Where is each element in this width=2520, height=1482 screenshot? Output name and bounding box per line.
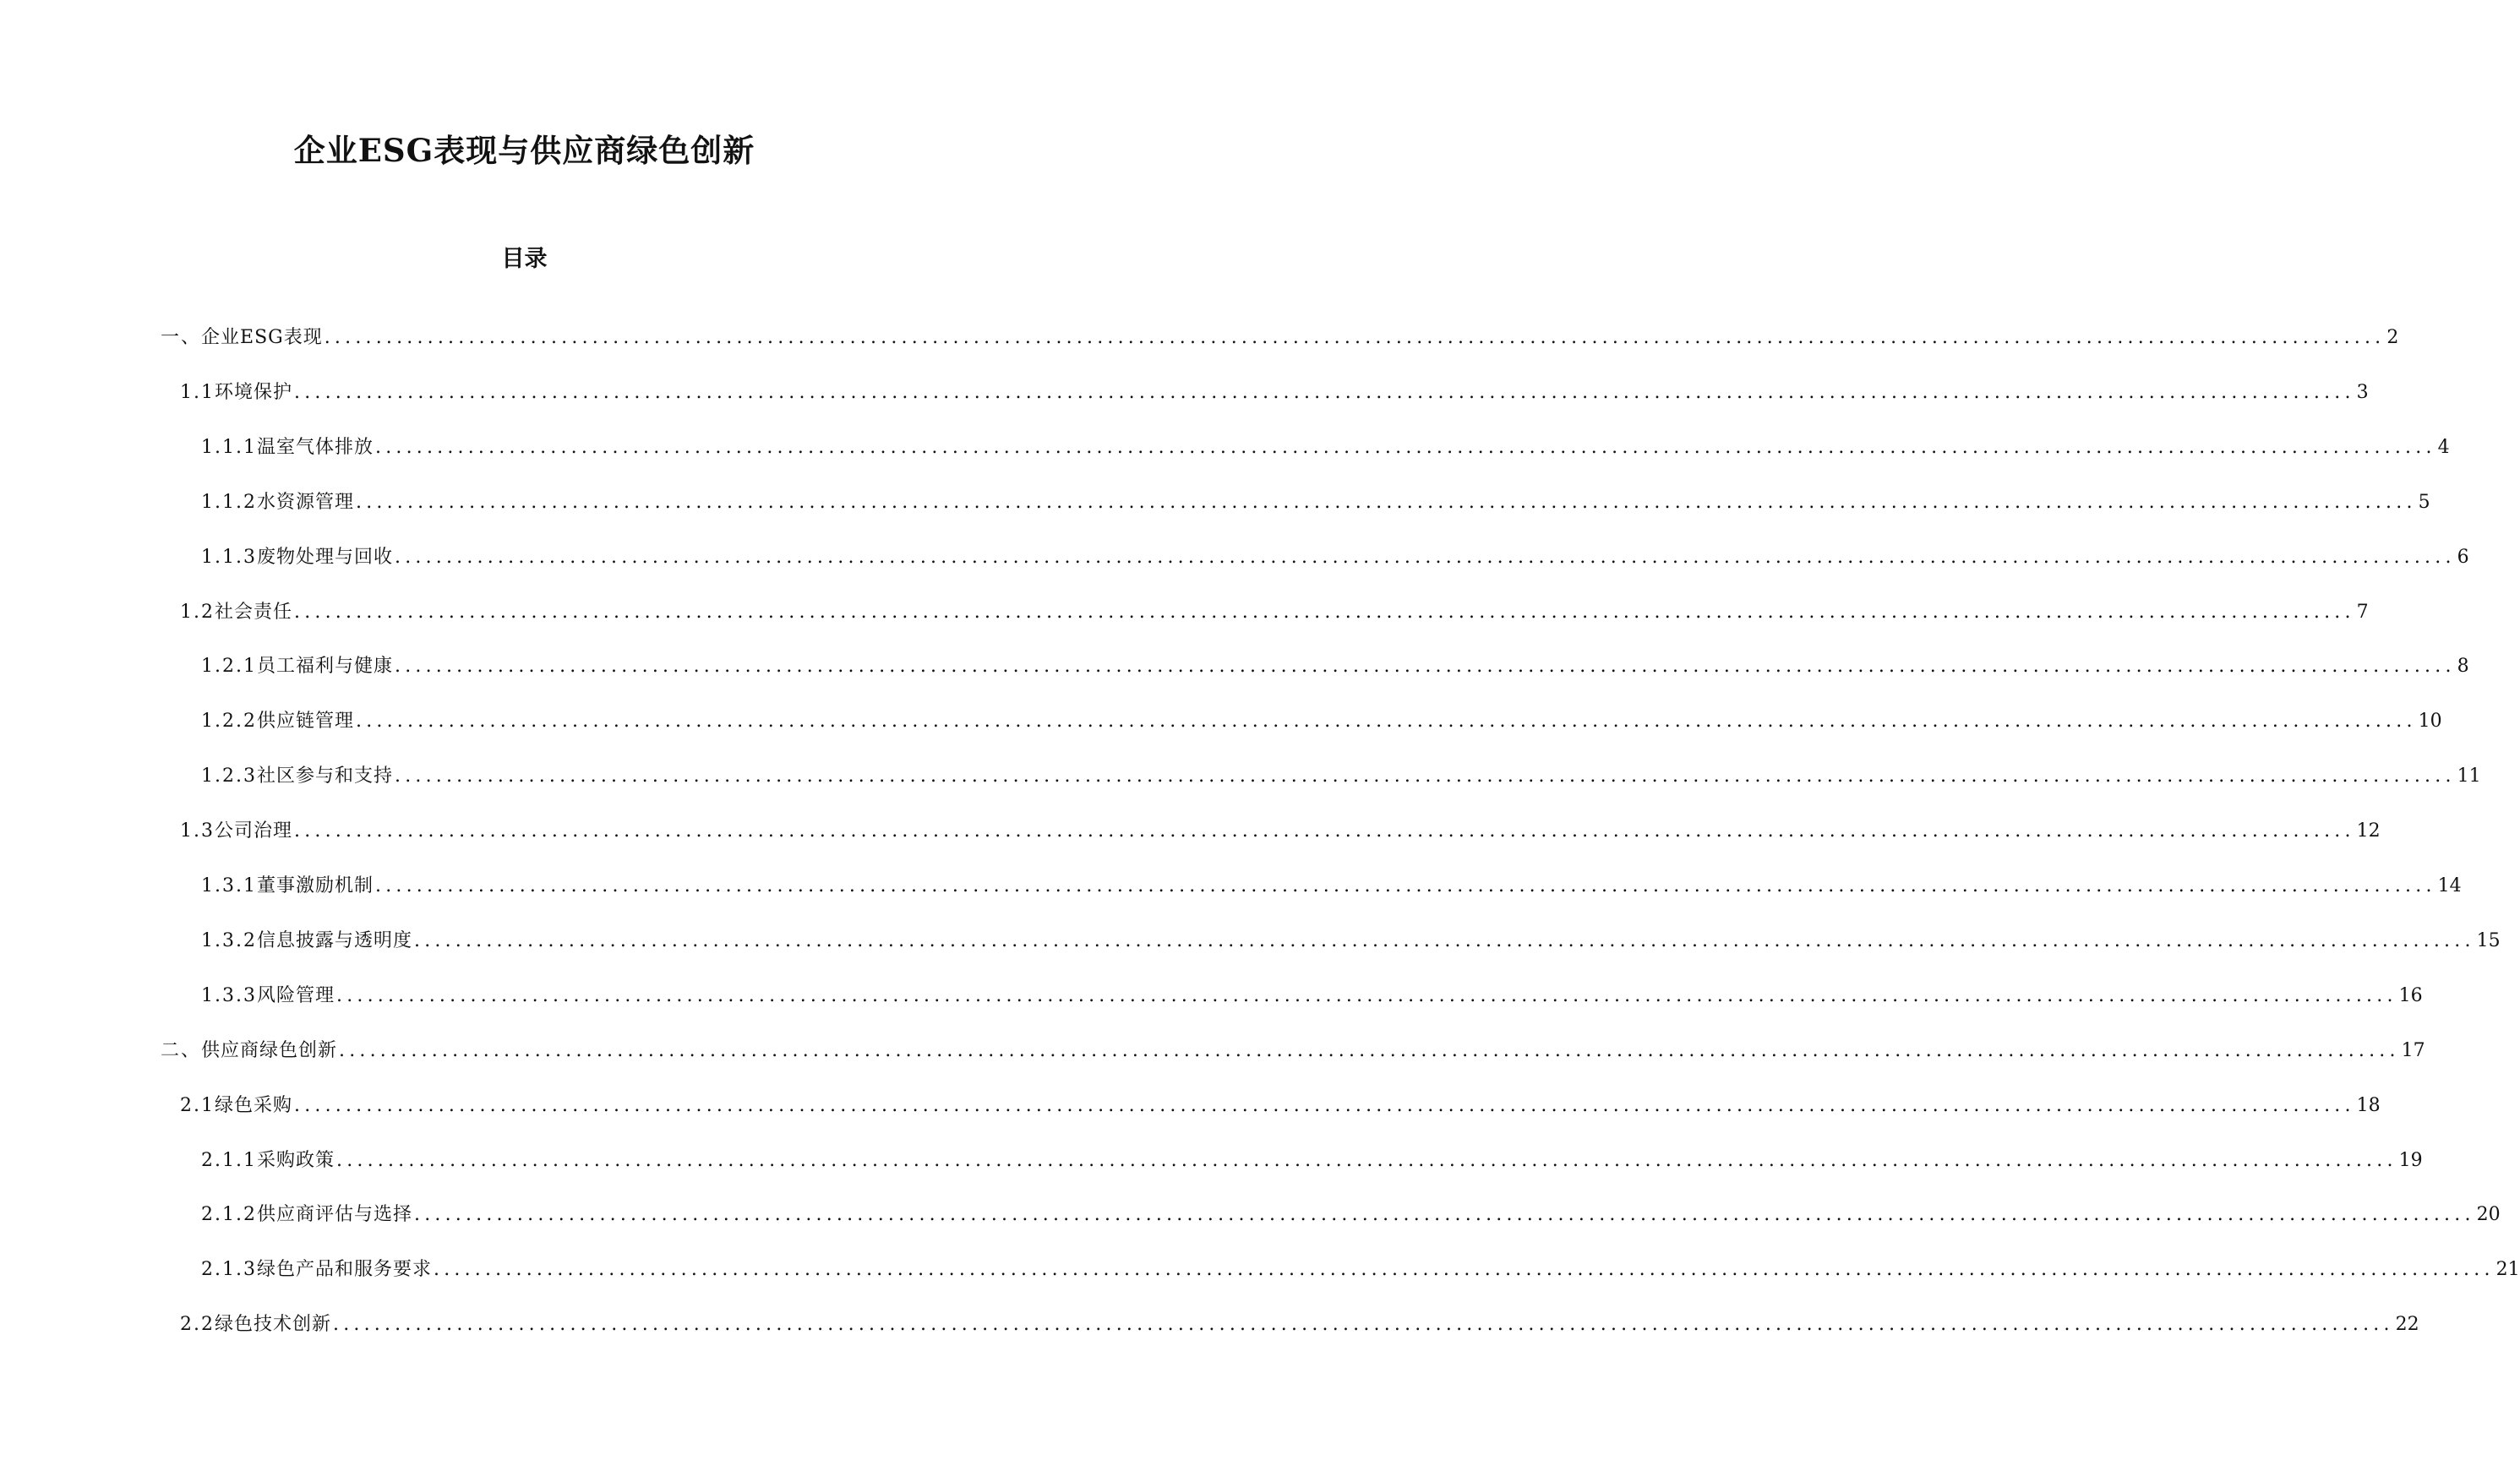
- toc-dot-leader: ........................................................................................................................................................................................................: [333, 1314, 2394, 1336]
- toc-entry-title: 供应链管理: [256, 711, 354, 733]
- toc-entry[interactable]: [201, 1198, 2501, 1232]
- toc-entry-page-number: 20: [2476, 1204, 2501, 1226]
- toc-dot-leader: ........................................................................................................................................................................................................: [339, 1039, 2400, 1061]
- toc-dot-leader: ........................................................................................................................................................................................................: [294, 820, 2355, 842]
- toc-dot-leader: ........................................................................................................................................................................................................: [395, 656, 2456, 678]
- toc-entry-page-number: 22: [2395, 1314, 2419, 1336]
- toc-entry[interactable]: [180, 1089, 2381, 1123]
- toc-entry[interactable]: [201, 924, 2501, 958]
- toc-dot-leader: ........................................................................................................................................................................................................: [356, 491, 2417, 513]
- toc-entry[interactable]: [201, 541, 2469, 575]
- toc-entry-page-number: 16: [2398, 984, 2423, 1006]
- toc-dot-leader: ........................................................................................................................................................................................................: [414, 929, 2475, 951]
- toc-entry-number: 1.1.3: [201, 546, 257, 568]
- document-title: 企业ESG表现与供应商绿色创新: [293, 132, 755, 169]
- toc-entry-page-number: 2: [2386, 327, 2399, 348]
- toc-entry-page-number: 10: [2418, 711, 2442, 733]
- toc-entry-page-number: 19: [2398, 1149, 2423, 1171]
- toc-entry-number: 1.2: [180, 601, 215, 623]
- toc-entry[interactable]: [201, 760, 2481, 793]
- toc-dot-leader: ........................................................................................................................................................................................................: [414, 1204, 2475, 1226]
- toc-entry[interactable]: [161, 1034, 2425, 1068]
- toc-entry[interactable]: [180, 596, 2369, 629]
- toc-entry-title: 社会责任: [215, 601, 293, 623]
- toc-entry-title: 采购政策: [256, 1149, 335, 1171]
- toc-entry-page-number: 14: [2437, 875, 2462, 896]
- toc-entry[interactable]: [180, 376, 2369, 410]
- toc-entry-page-number: 18: [2356, 1094, 2381, 1116]
- toc-entry[interactable]: [201, 650, 2469, 684]
- toc-entry-number: 1.2.2: [201, 711, 257, 733]
- toc-entry[interactable]: [201, 431, 2450, 465]
- toc-entry-page-number: 8: [2457, 656, 2469, 678]
- toc-entry-title: 环境保护: [215, 381, 293, 403]
- toc-entry-page-number: 7: [2356, 601, 2369, 623]
- toc-entry-number: 2.2: [180, 1314, 215, 1336]
- toc-dot-leader: ........................................................................................................................................................................................................: [434, 1259, 2495, 1281]
- toc-entry[interactable]: [201, 705, 2442, 738]
- toc-entry-page-number: 3: [2356, 381, 2369, 403]
- toc-entry-title: 社区参与和支持: [256, 766, 393, 787]
- toc-entry-page-number: 4: [2437, 436, 2450, 458]
- toc-dot-leader: ........................................................................................................................................................................................................: [294, 601, 2355, 623]
- toc-entry-page-number: 21: [2495, 1259, 2520, 1281]
- toc-entry-number: 2.1.1: [201, 1149, 257, 1171]
- toc-entry-page-number: 5: [2418, 491, 2430, 513]
- toc-entry-title: 风险管理: [256, 984, 335, 1006]
- toc-heading: 目录: [501, 246, 548, 272]
- toc-entry-title: 水资源管理: [256, 491, 354, 513]
- toc-dot-leader: ........................................................................................................................................................................................................: [324, 327, 2386, 348]
- toc-dot-leader: ........................................................................................................................................................................................................: [375, 875, 2436, 896]
- toc-entry-title: 公司治理: [215, 820, 293, 842]
- toc-dot-leader: ........................................................................................................................................................................................................: [356, 711, 2417, 733]
- toc-entry-number: 2.1.2: [201, 1204, 257, 1226]
- toc-dot-leader: ........................................................................................................................................................................................................: [375, 436, 2436, 458]
- toc-entry[interactable]: [180, 1308, 2419, 1342]
- toc-entry-title: 董事激励机制: [256, 875, 374, 896]
- toc-dot-leader: ........................................................................................................................................................................................................: [294, 381, 2355, 403]
- toc-entry[interactable]: [161, 321, 2399, 355]
- toc-entry-title: 绿色产品和服务要求: [256, 1259, 432, 1281]
- toc-entry-number: 1.1.2: [201, 491, 257, 513]
- toc-entry-title: 绿色采购: [215, 1094, 293, 1116]
- toc-entry-number: 1.3: [180, 820, 215, 842]
- toc-entry[interactable]: [180, 815, 2381, 848]
- toc-entry-page-number: 11: [2457, 766, 2481, 787]
- toc-entry-title: 供应商绿色创新: [201, 1039, 338, 1061]
- toc-entry-number: 1.2.3: [201, 766, 257, 787]
- toc-entry-number: 1.1: [180, 381, 215, 403]
- toc-entry-page-number: 15: [2476, 929, 2501, 951]
- toc-entry[interactable]: [201, 486, 2430, 520]
- toc-entry-title: 温室气体排放: [256, 436, 374, 458]
- toc-entry[interactable]: [201, 1144, 2423, 1178]
- toc-dot-leader: ........................................................................................................................................................................................................: [395, 766, 2456, 787]
- toc-entry-number: 1.3.2: [201, 929, 257, 951]
- toc-entry-page-number: 6: [2457, 546, 2469, 568]
- toc-entry-title: 供应商评估与选择: [256, 1204, 412, 1226]
- toc-entry[interactable]: [201, 979, 2423, 1013]
- toc-entry-number: 一、: [161, 327, 202, 348]
- toc-entry-number: 2.1: [180, 1094, 215, 1116]
- toc-dot-leader: ........................................................................................................................................................................................................: [395, 546, 2456, 568]
- toc-entry-number: 二、: [161, 1039, 202, 1061]
- toc-dot-leader: ........................................................................................................................................................................................................: [336, 984, 2397, 1006]
- toc-entry-page-number: 12: [2356, 820, 2381, 842]
- toc-entry-number: 1.1.1: [201, 436, 257, 458]
- toc-entry-title: 企业ESG表现: [201, 327, 323, 348]
- toc-dot-leader: ........................................................................................................................................................................................................: [294, 1094, 2355, 1116]
- toc-entry-title: 废物处理与回收: [256, 546, 393, 568]
- toc-entry-title: 绿色技术创新: [215, 1314, 332, 1336]
- toc-entry[interactable]: [201, 869, 2462, 903]
- toc-entry-number: 2.1.3: [201, 1259, 257, 1281]
- toc-entry-number: 1.3.3: [201, 984, 257, 1006]
- toc-dot-leader: ........................................................................................................................................................................................................: [336, 1149, 2397, 1171]
- toc-entry-title: 信息披露与透明度: [256, 929, 412, 951]
- toc-entry-number: 1.2.1: [201, 656, 257, 678]
- toc-entry-number: 1.3.1: [201, 875, 257, 896]
- toc-entry-title: 员工福利与健康: [256, 656, 393, 678]
- toc-entry[interactable]: [201, 1253, 2520, 1287]
- toc-entry-page-number: 17: [2401, 1039, 2425, 1061]
